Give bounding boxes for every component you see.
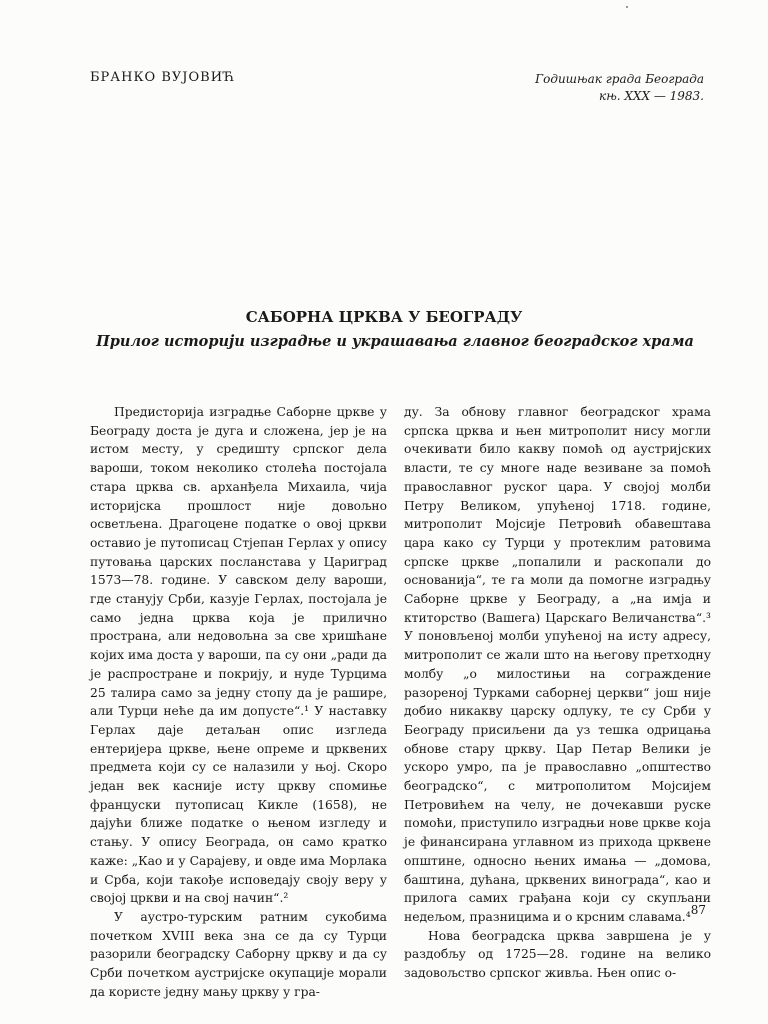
page-number: 87 (690, 903, 706, 917)
journal-volume: књ. XXX — 1983. (599, 89, 704, 103)
paragraph: У аустро-турским ратним сукобима почетком XVIII века зна се да су Турци разорили београдску Саборну цркву и да су Срби почетком аустријске окупације морали да користе једну мању цркву у гра- (90, 909, 387, 999)
scan-speck (626, 6, 628, 8)
paragraph: Нова београдска црква завршена је у раздобљу од 1725—28. године на велико задовољство српског живља. Њен опис о- (404, 928, 711, 981)
article-title: САБОРНА ЦРКВА У БЕОГРАДУ (245, 308, 523, 326)
journal-title: Годишњак града Београда (535, 72, 704, 86)
author-name: БРАНКО ВУЈОВИЋ (90, 70, 236, 85)
journal-citation (444, 71, 704, 105)
paragraph: ду. За обнову главног београдског храма српска црква и њен митрополит нису могли очекивати било какву помоћ од аустријских власти, те су многе наде везиване за помоћ православног руског цара. У својој молби Петру Великом, упућеној 1718. године, митрополит Мојсије Петровић обавештава цара како су Турци у протеклим ратовима српске цркве „попалили и раскопали до основанија“, те га моли да помогне изградњу Саборне цркве у Београду, а „на имја и ктиторство (Вашега) Царскаго Величанства“.³ У поновљеној молби упућеној на исту адресу, митрополит се жали што на његову претходну молбу „о милостињи на сограждение разореној Турками саборнеј церкви“ још није добио никакву царску одлуку, те су Срби у Београду присиљени да уз тешка одрицања обнове стару цркву. Цар Петар Велики је ускоро умро, па је православно „општество београдско“, с митрополитом Мојсијем Петровићем на челу, не дочекавши руске помоћи, приступило изградњи нове цркве која је финансирана углавном из прихода црквене општине, односно њених имања — „домова, баштина, дућана, црквених винограда“, као и прилога самих грађана који су скупљани недељом, празницима и о крсним славама.⁴ (404, 405, 711, 924)
left-text-column (90, 403, 387, 1002)
article-subtitle: Прилог историји изградње и украшавања главног београдског храма (96, 333, 694, 350)
right-text-column (404, 403, 711, 983)
paragraph: Предисторија изградње Саборне цркве у Београду доста је дуга и сложена, јер је на истом месту, у средишту српског дела вароши, током неколико столећа постојала стара црква св. арханђела Михаила, чија историјска прошлост није довољно осветљена. Драгоцене податке о овој цркви оставио је путописац Стјепан Герлах у опису путовања царских посланстава у Цариград 1573—78. године. У савском делу вароши, где станују Срби, казује Герлах, постојала је само једна црква која је прилично пространа, али недовољна за све хришћане којих има доста у вароши, па су они „ради да је распростране и покрију, и нуде Турцима 25 талира само за једну стопу да је рашире, али Турци неће да им допусте“.¹ У наставку Герлах даје детаљан опис изгледа ентеријера цркве, њене опреме и црквених предмета који су се налазили у њој. Скоро један век касније исту цркву спомиње француски путописац Кикле (1658), не дајући ближе податке о њеном изгледу и стању. У опису Београда, он само кратко каже: „Као и у Сарајеву, и овде има Морлака и Срба, који такође исповедају своју веру у својој цркви и на свој начин“.² (90, 405, 387, 906)
